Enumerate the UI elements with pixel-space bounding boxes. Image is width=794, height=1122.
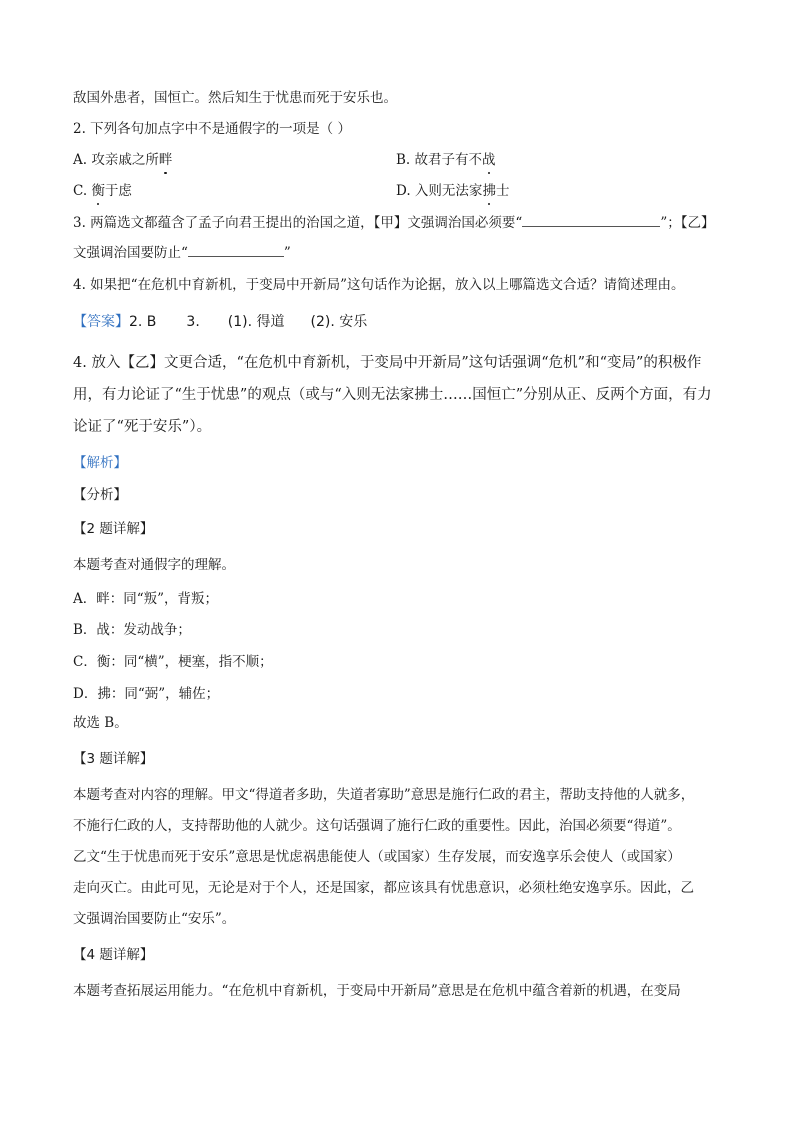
answer4-line-3: 论证了“死于安乐”）。 xyxy=(73,419,212,435)
d2-title: 【2 题详解】 xyxy=(73,521,154,537)
d2-line: C．衡：同“横”，梗塞，指不顺； xyxy=(73,654,273,670)
d4-line: 本题考查拓展运用能力。“在危机中育新机，于变局中开新局”意思是在危机中蕴含着新的机遇，在变局 xyxy=(73,983,681,999)
emphasis-dot-char: 畔 xyxy=(158,152,173,168)
d2-line: 本题考查对通假字的理解。 xyxy=(73,557,235,573)
d3-line: 乙文“生于忧患而死于安乐”意思是忧虑祸患能使人（或国家）生存发展，而安逸享乐会使人（或国家） xyxy=(73,849,681,865)
answer-blank[interactable] xyxy=(188,244,284,257)
answer4-line-1: 4. 放入【乙】文更合适，“在危机中育新机，于变局中开新局”这句话强调“危机”和“变局”的积极作 xyxy=(73,355,702,371)
emphasis-dot-char: 战 xyxy=(482,152,496,168)
fenxi-label: 【分析】 xyxy=(73,487,127,503)
d3-line: 不施行仁政的人，支持帮助他的人就少。这句话强调了施行仁政的重要性。因此，治国必须要“得道”。 xyxy=(73,818,681,834)
d2-line: D．拂：同“弼”，辅佐； xyxy=(73,686,220,702)
intro-line: 敌国外患者，国恒亡。然后知生于忧患而死于安乐也。 xyxy=(73,90,397,106)
q2-option-c: C. 衡于虑 xyxy=(73,183,132,199)
q4-stem: 4. 如果把“在危机中育新机，于变局中开新局”这句话作为论据，放入以上哪篇选文合适？请简述理由。 xyxy=(73,277,685,293)
d3-line: 文强调治国要防止“安乐”。 xyxy=(73,911,236,927)
emphasis-dot-char: 衡 xyxy=(91,183,105,199)
answer-label: 【答案】 xyxy=(73,314,129,330)
d4-title: 【4 题详解】 xyxy=(73,947,154,963)
d2-line: 故选 B。 xyxy=(73,715,128,731)
q2-option-b: B. 故君子有不战 xyxy=(396,152,496,168)
q2-stem: 2. 下列各句加点字中不是通假字的一项是（ ） xyxy=(73,121,351,137)
answer-line: 【答案】2. B 3. (1). 得道 (2). 安乐 xyxy=(73,314,368,330)
q3-line-1: 3. 两篇选文都蕴含了孟子向君王提出的治国之道，【甲】文强调治国必须要“ ”；【乙】 xyxy=(73,215,715,231)
d3-line: 走向灭亡。由此可见，无论是对于个人，还是国家，都应该具有忧患意识，必须杜绝安逸享乐。因此，乙 xyxy=(73,880,694,896)
d3-line: 本题考查对内容的理解。甲文“得道者多助，失道者寡助”意思是施行仁政的君主，帮助支持他的人就多， xyxy=(73,787,695,803)
answer-blank[interactable] xyxy=(522,214,660,227)
q3-line-2: 文强调治国要防止“ ” xyxy=(73,245,291,261)
d3-title: 【3 题详解】 xyxy=(73,751,154,767)
answer4-line-2: 用，有力论证了“生于忧患”的观点（或与“入则无法家拂士……国恒亡”分别从正、反两个方面，有力 xyxy=(73,387,712,403)
q2-option-d: D. 入则无法家拂士 xyxy=(396,183,510,199)
analysis-label: 【解析】 xyxy=(73,455,127,471)
q2-option-a: A. 攻亲戚之所畔 xyxy=(73,152,173,168)
d2-line: A．畔：同“叛”，背叛； xyxy=(73,591,219,607)
emphasis-dot-char: 拂 xyxy=(482,183,496,199)
d2-line: B．战：发动战争； xyxy=(73,622,191,638)
